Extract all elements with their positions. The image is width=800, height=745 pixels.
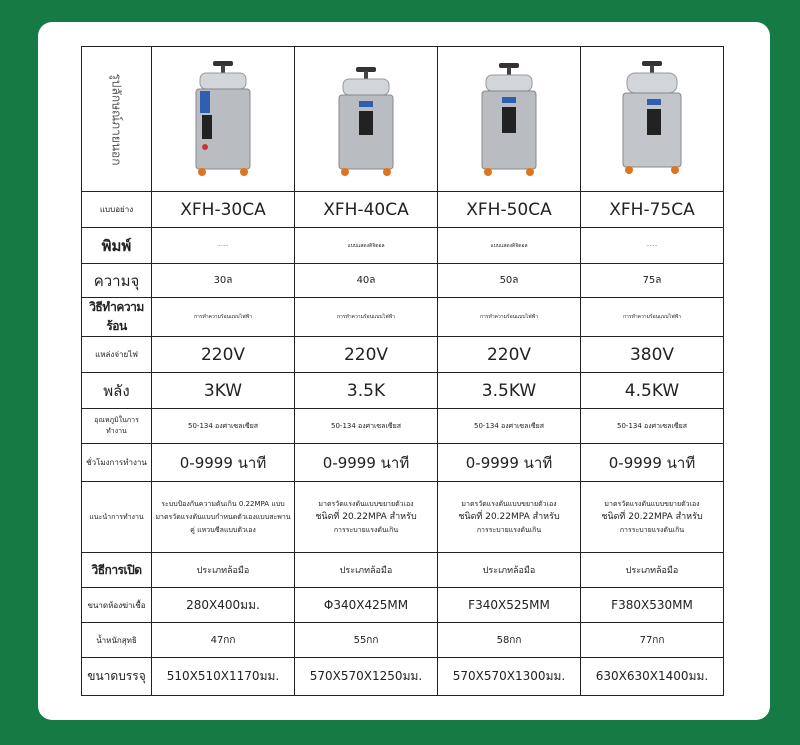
cell-value: 3.5K: [295, 373, 438, 409]
cell-value: 50-134 องศาเซลเซียส: [438, 409, 581, 444]
row-label: แหล่งจ่ายไฟ: [82, 337, 152, 373]
cell-value: การทำความร้อนแบบไฟฟ้า: [152, 298, 295, 337]
row-label: พิมพ์: [82, 228, 152, 264]
product-image-cell: [438, 47, 581, 192]
cell-value: XFH-30CA: [152, 192, 295, 228]
cell-value: 220V: [152, 337, 295, 373]
cell-value: 58กก: [438, 623, 581, 658]
cell-value: 380V: [581, 337, 724, 373]
table-row: [82, 228, 724, 264]
cell-value: 570X570X1300มม.: [438, 658, 581, 696]
note-line: การระบายแรงดันเกิน: [476, 525, 542, 534]
cell-value: ประเภทล้อมือ: [438, 553, 581, 588]
cell-value: 0-9999 นาที: [581, 444, 724, 482]
cell-value: 510X510X1170มม.: [152, 658, 295, 696]
cell-value: แบบแสดงดิจิตอล: [438, 228, 581, 264]
cell-value: ·······: [581, 228, 724, 264]
cell-value: 3.5KW: [438, 373, 581, 409]
autoclave-image-75ca: [617, 59, 687, 179]
cell-value: 75ล: [581, 264, 724, 298]
cell-value: 30ล: [152, 264, 295, 298]
row-label: วิธีการเปิด: [82, 553, 152, 588]
table-row: [82, 47, 724, 192]
note-line: มาตรวัดแรงดันแบบกำหนดตัวเองแบบสะพาน: [155, 512, 291, 521]
cell-value: ประเภทล้อมือ: [295, 553, 438, 588]
row-label: ขนาดบรรจุ: [82, 658, 152, 696]
table-row: [82, 373, 724, 409]
note-line: มาตรวัดแรงดันแบบขยายตัวเอง: [461, 499, 557, 508]
cell-value: XFH-40CA: [295, 192, 438, 228]
product-image-cell: [581, 47, 724, 192]
note-line: ชนิดที่ 20.22MPA สำหรับ: [601, 511, 703, 522]
cell-value: 630X630X1400มม.: [581, 658, 724, 696]
row-label: แนะนำการทำงาน: [82, 482, 152, 553]
autoclave-image-40ca: [331, 59, 401, 179]
table-row: [82, 264, 724, 298]
table-row: [82, 588, 724, 623]
note-line: ระบบป้องกันความดันเกิน 0.22MPA แบบ: [161, 499, 285, 508]
table-row: [82, 192, 724, 228]
cell-value: 77กก: [581, 623, 724, 658]
cell-value: [152, 482, 295, 553]
cell-value: 50-134 องศาเซลเซียส: [581, 409, 724, 444]
cell-value: Φ340X425MM: [295, 588, 438, 623]
row-label: พลัง: [82, 373, 152, 409]
row-label: น้ำหนักสุทธิ: [82, 623, 152, 658]
product-image-cell: [152, 47, 295, 192]
header-cell: [82, 47, 152, 192]
note-line: คู่ แหวนซีลแบบตัวเอง: [190, 525, 256, 534]
note-line: การระบายแรงดันเกิน: [619, 525, 685, 534]
note-line: มาตรวัดแรงดันแบบขยายตัวเอง: [318, 499, 414, 508]
table-row: [82, 482, 724, 553]
table-row: [82, 444, 724, 482]
note-line: มาตรวัดแรงดันแบบขยายตัวเอง: [604, 499, 700, 508]
cell-value: [438, 482, 581, 553]
cell-value: 0-9999 นาที: [438, 444, 581, 482]
appearance-label: รูปลักษณ์ภายนอก: [110, 72, 124, 166]
cell-value: การทำความร้อนแบบไฟฟ้า: [438, 298, 581, 337]
cell-value: ประเภทล้อมือ: [581, 553, 724, 588]
table-row: [82, 658, 724, 696]
table-row: [82, 553, 724, 588]
autoclave-image-50ca: [474, 59, 544, 179]
cell-value: 50ล: [438, 264, 581, 298]
cell-value: [581, 482, 724, 553]
table-row: [82, 623, 724, 658]
cell-value: 220V: [295, 337, 438, 373]
row-label: แบบอย่าง: [82, 192, 152, 228]
row-label: ชั่วโมงการทำงาน: [82, 444, 152, 482]
cell-value: XFH-50CA: [438, 192, 581, 228]
spec-table: [81, 46, 724, 696]
row-label: อุณหภูมิในการทำงาน: [82, 409, 152, 444]
cell-value: 50-134 องศาเซลเซียส: [152, 409, 295, 444]
cell-value: แบบแสดงดิจิตอล: [295, 228, 438, 264]
cell-value: การทำความร้อนแบบไฟฟ้า: [581, 298, 724, 337]
cell-value: 220V: [438, 337, 581, 373]
note-line: ชนิดที่ 20.22MPA สำหรับ: [315, 511, 417, 522]
cell-value: 47กก: [152, 623, 295, 658]
cell-value: ประเภทล้อมือ: [152, 553, 295, 588]
cell-value: 3KW: [152, 373, 295, 409]
cell-value: XFH-75CA: [581, 192, 724, 228]
cell-value: F380X530MM: [581, 588, 724, 623]
autoclave-image-30ca: [188, 59, 258, 179]
note-line: การระบายแรงดันเกิน: [333, 525, 399, 534]
row-label: ความจุ: [82, 264, 152, 298]
cell-value: 55กก: [295, 623, 438, 658]
cell-value: 280X400มม.: [152, 588, 295, 623]
cell-value: 4.5KW: [581, 373, 724, 409]
table-row: [82, 337, 724, 373]
cell-value: 0-9999 นาที: [152, 444, 295, 482]
cell-value: การทำความร้อนแบบไฟฟ้า: [295, 298, 438, 337]
cell-value: ·······: [152, 228, 295, 264]
cell-value: 0-9999 นาที: [295, 444, 438, 482]
row-label: วิธีทำความร้อน: [82, 298, 152, 337]
cell-value: 570X570X1250มม.: [295, 658, 438, 696]
row-label: ขนาดห้องฆ่าเชื้อ: [82, 588, 152, 623]
cell-value: 50-134 องศาเซลเซียส: [295, 409, 438, 444]
table-row: [82, 409, 724, 444]
table-row: [82, 298, 724, 337]
cell-value: 40ล: [295, 264, 438, 298]
cell-value: [295, 482, 438, 553]
cell-value: F340X525MM: [438, 588, 581, 623]
note-line: ชนิดที่ 20.22MPA สำหรับ: [458, 511, 560, 522]
product-image-cell: [295, 47, 438, 192]
